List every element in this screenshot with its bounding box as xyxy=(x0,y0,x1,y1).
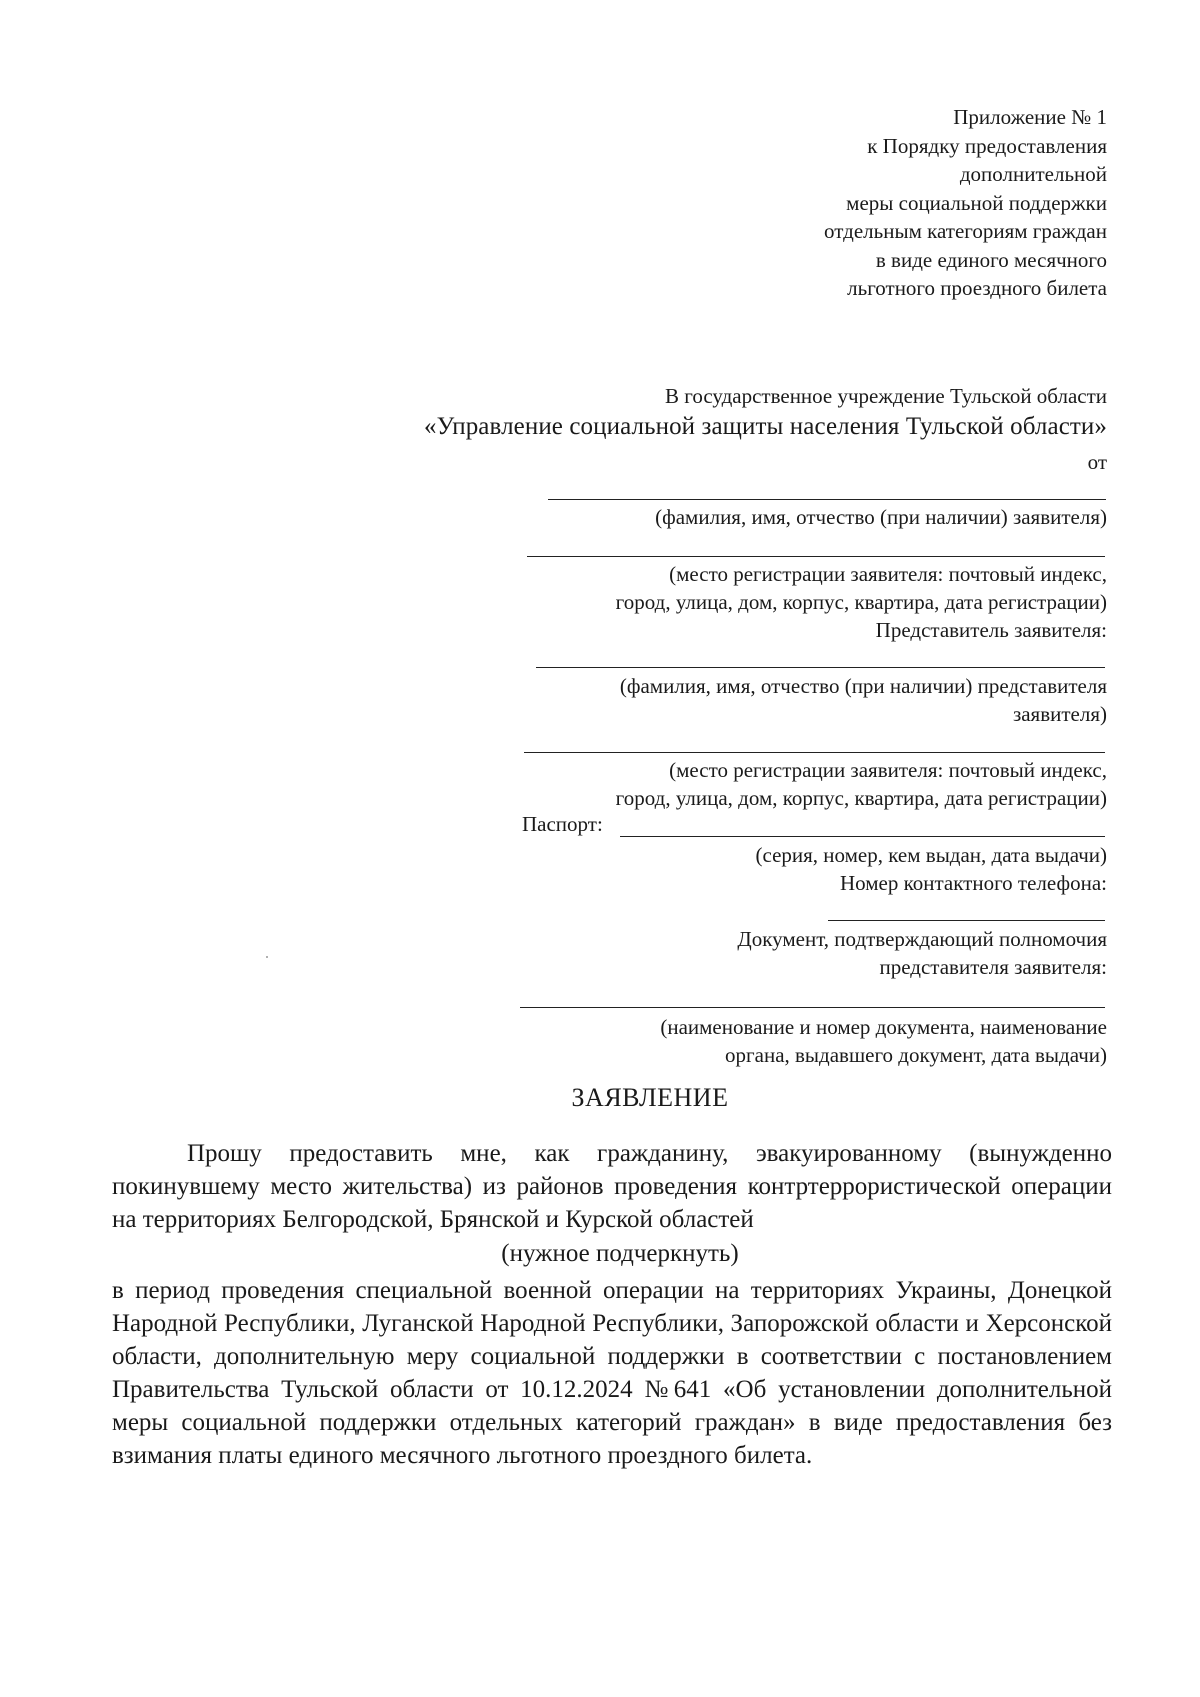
passport-label: Паспорт: xyxy=(522,812,603,836)
document-title: ЗАЯВЛЕНИЕ xyxy=(571,1083,729,1112)
appendix-line: льготного проездного билета xyxy=(847,276,1107,300)
authority-caption-2: органа, выдавшего документ, дата выдачи) xyxy=(725,1043,1107,1067)
addressee-block xyxy=(287,382,1107,476)
authority-label-2: представителя заявителя: xyxy=(879,955,1107,979)
applicant-registration-caption-2: город, улица, дом, корпус, квартира, дата регистрации) xyxy=(615,590,1107,614)
representative-name-field[interactable] xyxy=(536,667,1105,668)
representative-registration-field[interactable] xyxy=(524,752,1105,753)
body-paragraph-1: Прошу предоставить мне, как гражданину, эвакуированному (вынужденно покинувшему место жительства) из районов проведения контртеррористической операции на территориях Белгородской, Брянской и Курской областей xyxy=(112,1140,1112,1233)
representative-name-caption-1: (фамилия, имя, отчество (при наличии) представителя xyxy=(619,674,1107,698)
authority-label-1: Документ, подтверждающий полномочия xyxy=(737,927,1107,951)
phone-field[interactable] xyxy=(828,920,1105,921)
underline-note: (нужное подчеркнуть) xyxy=(501,1240,739,1267)
appendix-line: к Порядку предоставления xyxy=(867,133,1107,158)
applicant-name-caption: (фамилия, имя, отчество (при наличии) заявителя) xyxy=(655,505,1107,529)
addressee-institution: В государственное учреждение Тульской области xyxy=(664,384,1107,408)
representative-registration-caption-1: (место регистрации заявителя: почтовый индекс, xyxy=(669,758,1107,782)
appendix-header xyxy=(824,103,1107,303)
representative-label: Представитель заявителя: xyxy=(875,618,1107,642)
phone-label: Номер контактного телефона: xyxy=(840,871,1107,895)
authority-caption-1: (наименование и номер документа, наименование xyxy=(660,1015,1107,1039)
appendix-line: в виде единого месячного xyxy=(875,247,1107,272)
passport-field[interactable] xyxy=(620,836,1105,837)
applicant-name-field[interactable] xyxy=(548,499,1106,500)
scan-speck xyxy=(266,956,268,958)
body-paragraph-2: в период проведения специальной военной операции на территориях Украины, Донецкой Народной Республики, Луганской Народной Республики, Запорожской области и Херсонской области, дополнительную меру социальной поддержки в соответствии с постановлением Правительства Тульской области от 10.12.2024 №641 «Об установлении дополнительной меры социальной поддержки отдельных категорий граждан» в виде предоставления без взимания платы единого месячного льготного проездного билета. xyxy=(112,1277,1112,1469)
appendix-line: дополнительной xyxy=(959,162,1107,186)
appendix-line: меры социальной поддержки xyxy=(846,190,1107,215)
representative-name-caption-2: заявителя) xyxy=(1012,702,1107,726)
authority-document-field[interactable] xyxy=(520,1007,1105,1008)
passport-caption: (серия, номер, кем выдан, дата выдачи) xyxy=(755,843,1107,867)
applicant-registration-caption-1: (место регистрации заявителя: почтовый индекс, xyxy=(669,562,1107,586)
from-label: от xyxy=(1087,450,1107,474)
applicant-registration-field[interactable] xyxy=(527,556,1105,557)
addressee-organization: «Управление социальной защиты населения Тульской области» xyxy=(424,413,1107,440)
representative-registration-caption-2: город, улица, дом, корпус, квартира, дата регистрации) xyxy=(615,786,1107,810)
appendix-line: Приложение № 1 xyxy=(953,105,1107,129)
appendix-line: отдельным категориям граждан xyxy=(824,219,1107,243)
